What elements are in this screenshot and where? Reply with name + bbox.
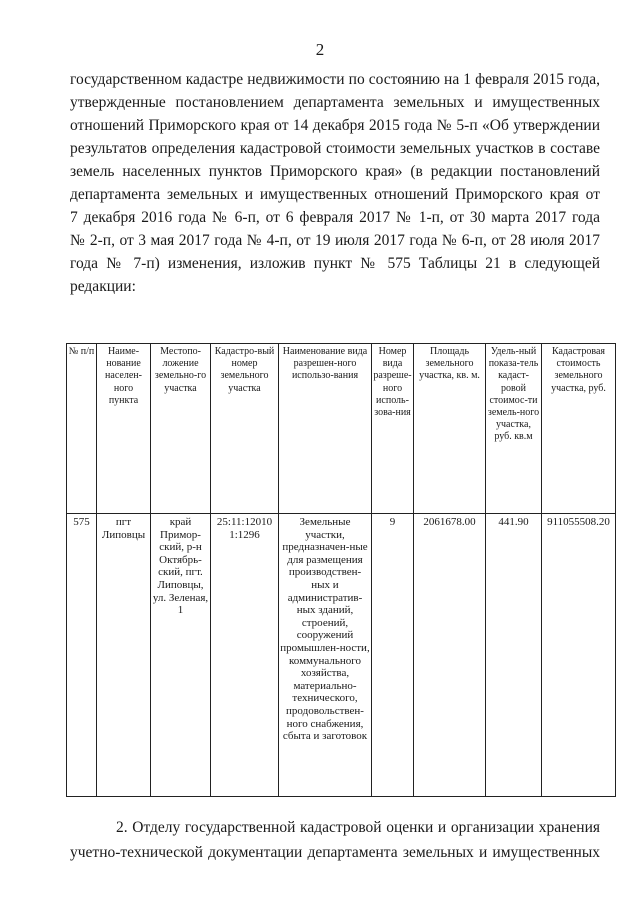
item2-line: учетно-технической документации департамента земельных и имущественных xyxy=(70,844,600,861)
cell-area: 2061678.00 xyxy=(414,514,486,797)
page-number: 2 xyxy=(315,40,325,59)
header-specific-value: Удель-ный показа-тель кадаст-ровой стоимос-ти земель-ного участка, руб. кв.м xyxy=(486,344,542,514)
intro-paragraph xyxy=(70,68,600,298)
header-usage-code: Номер вида разреше-ного исполь-зова-ния xyxy=(372,344,414,514)
cell-cadastral-cost: 911055508.20 xyxy=(542,514,616,797)
cell-cadastral-number: 25:11:12010 1:1296 xyxy=(211,514,279,797)
cell-usage-code: 9 xyxy=(372,514,414,797)
intro-line: редакции: xyxy=(70,278,136,295)
intro-line: земель населенных пунктов Приморского края» (в редакции постановлений xyxy=(70,163,600,180)
header-settlement: Наиме-нование населен-ного пункта xyxy=(97,344,151,514)
cell-usage-name: Земельные участки, предназначен-ные для размещения производствен-ных и административ-ных зданий, строений, сооружений промышлен-ности, коммунального хозяйства, материально-технического, продовольствен-ного снабжения, сбыта и заготовок xyxy=(279,514,372,797)
cell-specific-value: 441.90 xyxy=(486,514,542,797)
intro-line: 7 декабря 2016 года № 6-п, от 6 февраля 2017 № 1-п, от 30 марта 2017 года xyxy=(70,209,600,226)
header-location: Местопо-ложение земельно-го участка xyxy=(151,344,211,514)
header-cadastral-cost: Кадастровая стоимость земельного участка, руб. xyxy=(542,344,616,514)
intro-line: года № 7-п) изменения, изложив пункт № 575 Таблицы 21 в следующей xyxy=(70,255,600,272)
intro-line: результатов определения кадастровой стоимости земельных участков в составе xyxy=(70,140,600,157)
item2-line: 2. Отделу государственной кадастровой оценки и организации хранения xyxy=(116,819,600,836)
intro-line: отношений Приморского края от 14 декабря 2015 года № 5-п «Об утверждении xyxy=(70,117,600,134)
intro-line: утвержденные постановлением департамента земельных и имущественных xyxy=(70,94,600,111)
cell-settlement: пгт Липовцы xyxy=(97,514,151,797)
cadastral-table xyxy=(66,343,616,797)
header-usage-name: Наименование вида разрешен-ного использо-вания xyxy=(279,344,372,514)
table-header-row xyxy=(67,344,616,514)
header-num: № п/п xyxy=(67,344,97,514)
table-row xyxy=(67,514,616,797)
cell-location: край Примор-ский, р-н Октябрь-ский, пгт. Липовцы, ул. Зеленая, 1 xyxy=(151,514,211,797)
intro-line: государственном кадастре недвижимости по состоянию на 1 февраля 2015 года, xyxy=(70,71,600,88)
intro-line: № 2-п, от 3 мая 2017 года № 4-п, от 19 июля 2017 года № 6-п, от 28 июля 2017 xyxy=(70,232,600,249)
cell-num: 575 xyxy=(67,514,97,797)
intro-line: департамента земельных и имущественных отношений Приморского края от xyxy=(70,186,600,203)
item-2-paragraph xyxy=(70,815,600,865)
header-cadastral-number: Кадастро-вый номер земельного участка xyxy=(211,344,279,514)
header-area: Площадь земельного участка, кв. м. xyxy=(414,344,486,514)
